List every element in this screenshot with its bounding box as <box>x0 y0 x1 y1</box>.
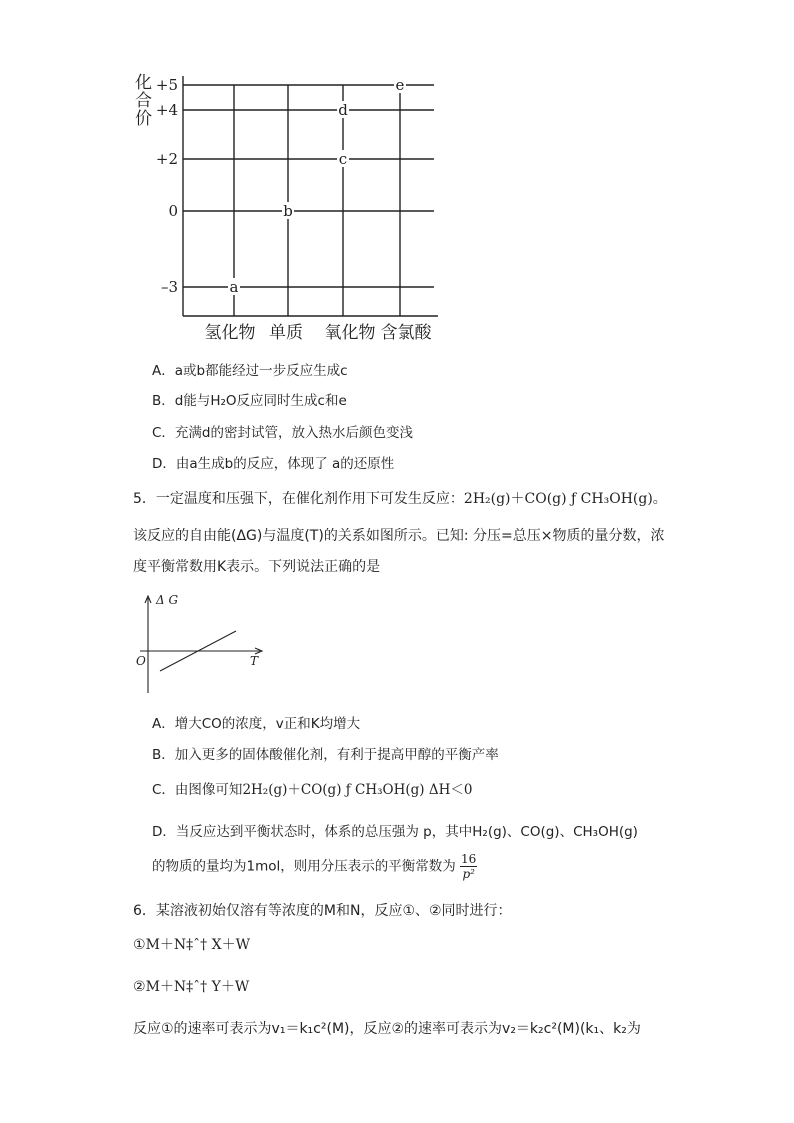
q5-stem-line3: 度平衡常数用K表示。下列说法正确的是 <box>133 559 381 575</box>
category-tick-label: 单质 <box>269 323 303 343</box>
q5-option-b: B．加入更多的固体酸催化剂，有利于提高甲醇的平衡产率 <box>152 747 499 763</box>
q6-stem-line2: 反应①的速率可表示为v₁＝k₁c²(M)，反应②的速率可表示为v₂＝k₂c²(M)(k₁、k₂为 <box>133 1021 641 1037</box>
q4-option-d: D．由a生成b的反应，体现了 a的还原性 <box>152 456 395 472</box>
reaction-1-marker: ① <box>133 937 146 953</box>
category-tick-label: 含氯酸 <box>380 323 432 343</box>
q6-reaction-1 <box>133 934 250 954</box>
valence-tick-label: +5 <box>155 76 178 94</box>
reaction-1-equation: M＋N‡ˆ† X＋W <box>145 937 250 953</box>
q5-option-a: A．增大CO的浓度，v正和K均增大 <box>152 716 361 732</box>
valence-axis-label-char: 化 <box>135 73 152 93</box>
reaction-2-marker: ② <box>133 979 146 995</box>
reaction-2-equation: M＋N‡ˆ† Y＋W <box>145 979 250 995</box>
q4-option-c: C．充满d的密封试管，放入热水后颜色变浅 <box>152 425 413 441</box>
valence-axis-label-char: 合 <box>135 91 152 111</box>
fraction-denominator: p² <box>462 867 475 881</box>
q5-option-d-line1: D．当反应达到平衡状态时，体系的总压强为 p，其中H₂(g)、CO(g)、CH₃OH(g) <box>152 824 638 840</box>
dg-origin-label: O <box>136 654 146 668</box>
q5-option-d-text: 的物质的量均为1mol，则用分压表示的平衡常数为 <box>152 858 456 875</box>
valence-tick-label: +4 <box>155 101 178 119</box>
equilibrium-constant-fraction <box>460 852 477 881</box>
fraction-numerator: 16 <box>461 852 477 866</box>
category-tick-label: 氢化物 <box>204 323 256 343</box>
q5-option-c-text: C．由图像可知 <box>152 782 243 798</box>
valence-tick-label: –3 <box>160 278 178 296</box>
q6-stem-line1: 6．某溶液初始仅溶有等浓度的M和N，反应①、②同时进行： <box>133 903 512 919</box>
q5-stem-line2: 该反应的自由能(ΔG)与温度(T)的关系如图所示。已知: 分压=总压×物质的量分数，浓 <box>133 528 665 544</box>
q5-stem-line1 <box>133 488 667 508</box>
point-label: a <box>229 278 239 296</box>
point-label: c <box>338 150 348 168</box>
valence-tick-label: +2 <box>155 150 178 168</box>
q6-reaction-2 <box>133 976 249 996</box>
q5-option-c-equation: 2H₂(g)＋CO(g) ƒ CH₃OH(g) ΔH＜0 <box>242 782 473 798</box>
point-label: b <box>283 202 293 220</box>
dg-x-label: T <box>250 654 259 668</box>
q5-option-c <box>152 778 472 798</box>
dg-vs-t-chart <box>130 588 270 698</box>
q5-stem-text: 5．一定温度和压强下，在催化剂作用下可发生反应： <box>133 491 464 507</box>
q5-option-d-line2 <box>152 852 477 881</box>
category-tick-label: 氧化物 <box>324 323 376 343</box>
point-label: e <box>395 76 405 94</box>
dg-y-label: Δ G <box>156 593 179 607</box>
point-label: d <box>338 101 348 119</box>
q4-option-a: A．a或b都能经过一步反应生成c <box>152 363 348 379</box>
valence-chart <box>0 0 794 360</box>
valence-axis-label-char: 价 <box>135 109 152 129</box>
valence-axis-label <box>135 74 157 128</box>
q5-reaction: 2H₂(g)＋CO(g) ƒ CH₃OH(g)。 <box>463 491 667 507</box>
valence-tick-label: 0 <box>168 202 178 220</box>
q4-option-b: B．d能与H₂O反应同时生成c和e <box>152 393 347 409</box>
